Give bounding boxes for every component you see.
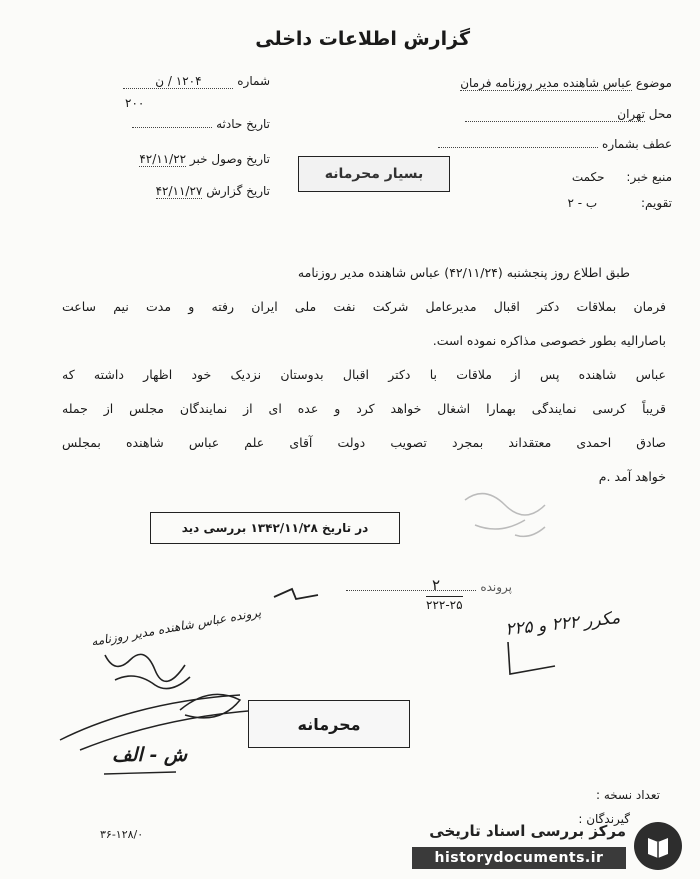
logo-book-icon <box>644 832 672 860</box>
doc-code: ۳۶-۱۲۸/۰ <box>100 828 144 841</box>
place-label: محل <box>648 107 672 121</box>
place-value: تهران <box>465 107 645 122</box>
body-line: طبق اطلاع روز پنجشنبه (۴۲/۱۱/۲۴) عباس شاهنده مدیر روزنامه <box>297 265 630 280</box>
number-row <box>80 74 270 89</box>
copies-label: تعداد نسخه : <box>595 788 660 802</box>
confidential-stamp-top <box>298 156 450 192</box>
body-line: خواهد آمد .م <box>598 469 666 484</box>
watermark-url: historydocuments.ir <box>412 847 626 869</box>
report-value: ۴۲/۱۱/۲۷ <box>155 184 203 198</box>
file-number: ۲ <box>432 576 441 594</box>
handwritten-note-right: مکرر ۲۲۲ و ۲۲۵ <box>504 608 622 640</box>
file-dotline <box>346 590 476 591</box>
source-value: حکمت <box>571 170 605 184</box>
initials-underline <box>100 768 180 782</box>
handwritten-stroke <box>500 640 560 680</box>
body-line: فرمان بملاقات دکتر اقبال مدیرعامل شرکت نفت ملی ایران رفته و مدت نیم ساعت <box>62 299 666 314</box>
report-row <box>80 184 270 198</box>
file-mark <box>272 585 322 605</box>
confidential-stamp-bottom-text: محرمانه <box>297 714 361 734</box>
confidential-stamp-top-text: بسیار محرمانه <box>324 166 424 182</box>
eval-label: تقویم: <box>641 196 672 210</box>
number-sub: ۲۰۰ <box>125 96 145 110</box>
ref-row <box>372 137 672 151</box>
subject-row <box>372 76 672 90</box>
watermark-name: مرکز بررسی اسناد تاریخی <box>429 822 626 840</box>
ref-label: عطف بشماره <box>602 137 672 151</box>
body-line: باصارالیه بطور خصوصی مذاکره نموده است. <box>432 333 666 348</box>
received-row <box>80 152 270 166</box>
event-date-row <box>100 117 270 131</box>
subject-value: عباس شاهنده مدیر روزنامه فرمان <box>460 76 632 90</box>
eval-row <box>372 196 672 210</box>
date-stamp <box>150 512 400 544</box>
subject-label: موضوع <box>635 76 672 90</box>
eval-value: ب - ۲ <box>567 196 598 210</box>
handwritten-initials: ش - الف <box>112 744 188 766</box>
received-value: ۴۲/۱۱/۲۲ <box>139 152 187 166</box>
body-line: عباس شاهنده پس از ملاقات با دکتر اقبال بدوستان نزدیک خود اظهار داشته که <box>62 367 666 382</box>
event-date-dotline <box>132 127 212 128</box>
recipients-label: گیرندگان : <box>578 812 630 826</box>
faint-scribble <box>455 480 575 550</box>
watermark-logo-icon <box>630 818 686 874</box>
number-value: ۱۲۰۴ / ن <box>123 74 233 89</box>
body-line: صادق احمدی معتقداند بمجرد تصویب دولت آقای علم عباس شاهنده بمجلس <box>62 435 666 450</box>
received-label: تاریخ وصول خبر <box>189 152 270 166</box>
body-line: قریباً کرسی نمایندگی بهمارا اشغال خواهد کرد و عده ای از نمایندگان مجلس از جمله <box>62 401 666 416</box>
confidential-stamp-bottom <box>248 700 410 748</box>
number-label: شماره <box>237 74 270 88</box>
report-body <box>62 265 666 503</box>
file-label: پرونده <box>480 580 512 594</box>
page-title: گزارش اطلاعات داخلی <box>255 28 470 50</box>
handwritten-note-left: پرونده عباس شاهنده مدیر روزنامه <box>90 605 263 649</box>
place-row <box>372 107 672 122</box>
file-code: ۲۲۲-۲۵ <box>426 598 463 612</box>
ref-dotline <box>438 147 598 148</box>
event-date-label: تاریخ حادثه <box>216 117 270 131</box>
date-stamp-text: در تاریخ ۱۳۴۲/۱۱/۲۸ بررسی دید <box>181 521 369 535</box>
source-label: منبع خبر: <box>626 170 672 184</box>
report-label: تاریخ گزارش <box>206 184 270 198</box>
